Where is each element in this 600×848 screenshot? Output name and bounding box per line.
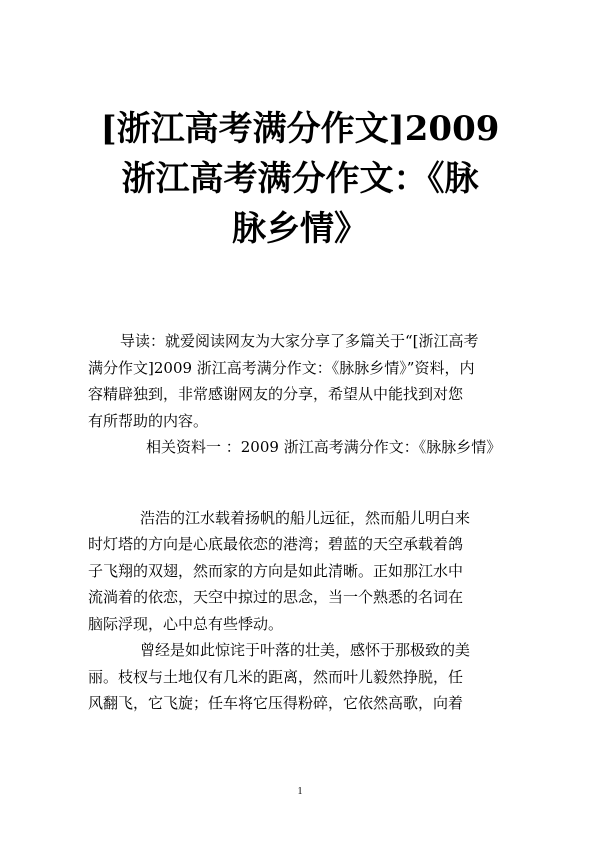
title-line-3: 脉乡情》 xyxy=(232,209,368,249)
paragraph-2-line-1: 曾经是如此惊诧于叶落的壮美，感怀于那极致的美 xyxy=(140,641,471,659)
paragraph-1-line-1: 浩浩的江水载着扬帆的船儿远征，然而船儿明白来 xyxy=(140,508,471,527)
document-body xyxy=(88,328,528,717)
intro-line-1: 导读：就爱阅读网友为大家分享了多篇关于“[浙江高考 xyxy=(120,332,479,350)
intro-paragraph xyxy=(88,328,528,434)
paragraph-2 xyxy=(88,637,528,717)
paragraph-1-line-3: 子飞翔的双翅，然而家的方向是如此清晰。正如那江水中 xyxy=(88,561,464,580)
intro-line-3: 容精辟独到，非常感谢网友的分享，希望从中能找到对您 xyxy=(88,385,464,403)
document-title xyxy=(60,104,540,254)
related-label: 相关资料一 ：2009 浙江高考满分作文：《脉脉乡情》 xyxy=(146,438,502,456)
paragraph-1 xyxy=(88,505,528,638)
intro-line-2: 满分作文]2009 浙江高考满分作文：《脉脉乡情》”资料，内 xyxy=(88,358,475,377)
paragraph-gap xyxy=(88,461,528,505)
title-line-1: [浙江高考满分作文]2009 xyxy=(100,109,500,149)
paragraph-2-line-2: 丽。枝杈与土地仅有几米的距离，然而叶儿毅然挣脱，任 xyxy=(88,667,464,686)
paragraph-1-line-2: 时灯塔的方向是心底最依恋的港湾；碧蓝的天空承载着鸽 xyxy=(88,535,464,553)
paragraph-1-line-5: 脑际浮现，心中总有些悸动。 xyxy=(88,614,284,633)
title-line-2: 浙江高考满分作文：《脉 xyxy=(121,159,479,199)
intro-line-4: 有所帮助的内容。 xyxy=(88,411,209,430)
page-number: 1 xyxy=(297,786,303,797)
paragraph-1-line-4: 流淌着的依恋，天空中掠过的思念，当一个熟悉的名词在 xyxy=(88,588,464,606)
paragraph-2-line-3: 风翻飞，它飞旋；任车将它压得粉碎，它依然高歌，向着 xyxy=(88,694,464,712)
